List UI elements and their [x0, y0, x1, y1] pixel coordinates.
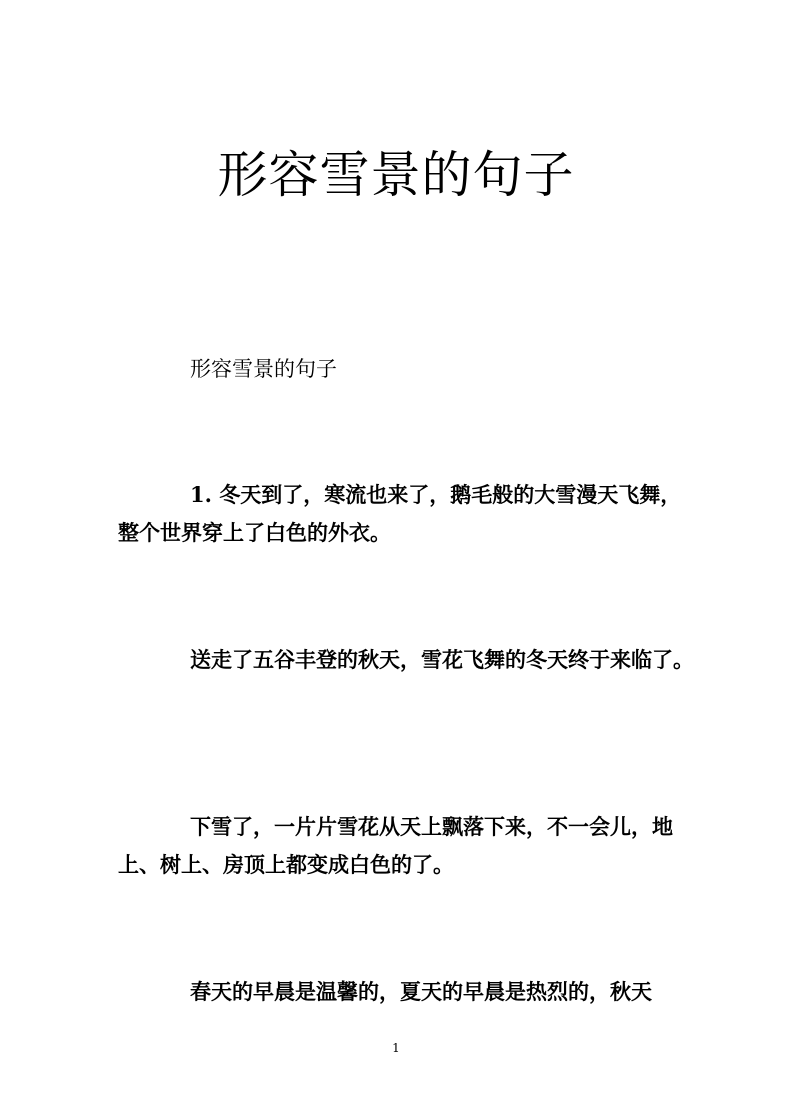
paragraph-1: 1. 冬天到了，寒流也来了，鹅毛般的大雪漫天飞舞，整个世界穿上了白色的外衣。 — [118, 482, 682, 545]
paragraph-3: 下雪了，一片片雪花从天上飘落下来，不一会儿，地上、树上、房顶上都变成白色的了。 — [118, 814, 673, 877]
page-title: 形容雪景的句子 — [217, 146, 575, 204]
section-heading: 形容雪景的句子 — [190, 357, 337, 381]
paragraph-4: 春天的早晨是温馨的，夏天的早晨是热烈的，秋天 — [190, 979, 652, 1004]
page-number: 1 — [392, 1041, 400, 1055]
paragraph-2: 送走了五谷丰登的秋天，雪花飞舞的冬天终于来临了。 — [190, 647, 694, 672]
